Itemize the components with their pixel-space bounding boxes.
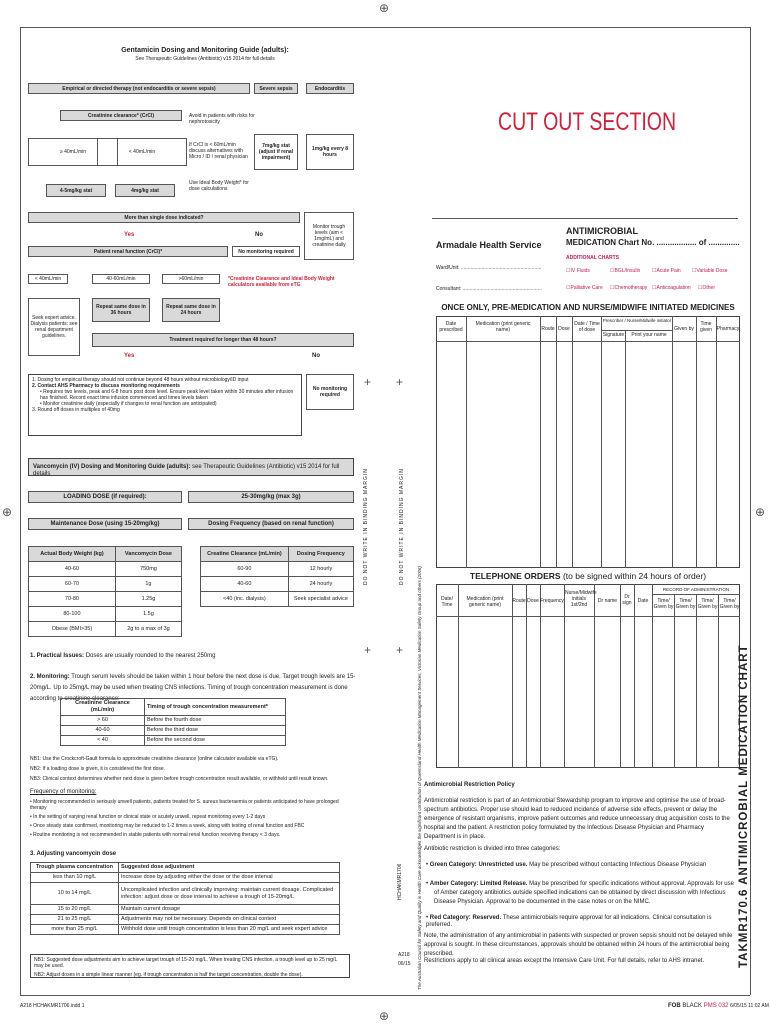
no-label-2: No — [312, 353, 320, 359]
adjustment-nb2: NB2: Adjust doses in a simple linear manner (eg. if trough concentration is half the target concentration, double the dose). — [34, 972, 303, 978]
binding-margin-warning-1: DO NOT WRITE IN BINDING MARGIN — [363, 468, 369, 585]
once-only-title: ONCE ONLY, PRE-MEDICATION AND NURSE/MIDWIFE INITIATED MEDICINES — [441, 303, 735, 312]
registration-mark-right: ⊕ — [755, 505, 766, 519]
once-only-table — [436, 316, 740, 568]
note-line: 3. Round off doses in multiples of 40mg — [32, 407, 120, 413]
crcl-lt40-box: < 40mL/min — [97, 138, 187, 166]
oo-col-medication: Medication (print generic name) — [475, 321, 531, 333]
bullet-item: • Monitoring recommended in seriously unwell patients, patients treated for S. aureus bacteraemia or patients anticipated to have prolonged therapy — [30, 799, 339, 811]
practical-issues: 1. Practical Issues: Doses are usually rounded to the nearest 250mg — [30, 653, 216, 659]
renal-lt40-box: < 40mL/min — [28, 274, 68, 284]
empirical-therapy-box: Empirical or directed therapy (not endocarditis or severe sepsis) — [28, 83, 250, 94]
tel-col-nurse-initials: Nurse/Midwife initials 1st/2nd — [565, 590, 597, 608]
tel-col-medication: Medication (print generic name) — [466, 596, 504, 608]
longer-48-box: Treatment required for longer than 48 hours? — [92, 333, 354, 347]
crcl-box: Creatinine clearance* (CrCl) — [60, 110, 182, 121]
note-line: 1. Dosing for empirical therapy should not continue beyond 48 hours without microbiology/ID input — [32, 377, 249, 383]
checkbox-icon: ☐ — [566, 285, 571, 291]
etg-calculator-note: *Creatinine Clearance and Ideal Body Weight calculators available from eTG — [228, 276, 335, 288]
monitor-trough-box: Monitor trough levels (aim < 1mg/mL) and creatinine daily — [304, 212, 354, 260]
oo-col-print-name: Print your name — [631, 332, 667, 338]
telephone-orders-table — [436, 584, 740, 768]
tel-col-date-time: Date/ Time — [441, 596, 453, 608]
tel-col-frequency: Frequency — [540, 598, 564, 604]
loading-dose-box: LOADING DOSE (if required): — [28, 491, 182, 503]
binding-margin-warning-2: DO NOT WRITE IN BINDING MARGIN — [399, 468, 405, 585]
chart-checkbox-chemotherapy[interactable]: ☐Chemotherapy — [610, 285, 648, 291]
chart-checkbox-palliative[interactable]: ☐Palliative Care — [566, 285, 603, 291]
renal-gt60-box: >60mL/min — [162, 274, 220, 284]
tel-col-route: Route — [512, 598, 526, 604]
renal-40-60-box: 40-60mL/min — [92, 274, 150, 284]
cut-out-section-title: CUT OUT SECTION — [498, 108, 677, 136]
oo-col-date: Date prescribed — [439, 321, 463, 333]
checkbox-icon: ☐ — [652, 268, 657, 274]
gentamicin-title: Gentamicin Dosing and Monitoring Guide (adults): — [121, 47, 289, 54]
oo-col-given-by: Given by — [674, 326, 694, 332]
dose-adjustment-table: Trough plasma concentration Suggested dose adjustment less than 10 mg/L Increase dose by adjusting either the dose or the dose interval 10 to 14 mg/L Uncomplicated infection and clinically improving: maintain current dosage. Complicated infection: adjust dose or dose interval to achieve a trough of 15-20mg/L 15 to 20 mg/L Maintain current dosage 21 to 25 mg/L Adjustments may not be necessary. Depends on clinical context more than 25 mg/L Withhold dose until trough concentration is less than 20 mg/L and seek expert advice — [30, 862, 340, 935]
oo-col-route: Route — [541, 326, 555, 332]
chart-checkbox-other[interactable]: ☐Other — [698, 285, 715, 291]
sepsis-note: Note, the administration of any antimicrobial in patients with suspected or proven sepsis should not be delayed while approval is sought. In these circumstances, approvals should be obtained within 24 hours of the antimicrobial being prescribed. — [424, 933, 733, 957]
repeat-24-box: Repeat same dose in 24 hours — [162, 298, 220, 322]
vanco-nb1: NB1: Use the Crockcroft-Gault formula to approximate creatinine clearance (online calculator available via eTG). — [30, 756, 279, 762]
no-monitoring-box-2: No monitoring required — [306, 374, 354, 410]
checkbox-icon: ☐ — [692, 268, 697, 274]
crop-mark: + — [364, 643, 372, 657]
frequency-of-monitoring: Frequency of monitoring: — [30, 789, 97, 795]
severe-sepsis-box: Severe sepsis — [254, 83, 298, 94]
chart-checkbox-anticoagulation[interactable]: ☐Anticoagulation — [652, 285, 691, 291]
oo-col-time-given: Time given — [700, 321, 712, 333]
tel-col-time-given-by: Time/ Given by — [719, 598, 740, 610]
loading-dose-value-box: 25-30mg/kg (max 3g) — [188, 491, 354, 503]
restrictions-note: Restrictions apply to all clinical areas except the Intensive Care Unit. For full details, refer to AHS intranet. — [424, 958, 705, 964]
vancomycin-title-bar: Vancomycin (IV) Dosing and Monitoring Guide (adults): see Therapeutic Guidelines (Antibiotic) v15 2014 for full details — [28, 458, 354, 476]
crop-mark: + — [364, 375, 372, 389]
checkbox-icon: ☐ — [610, 285, 615, 291]
more-than-single-box: More than single dose indicated? — [28, 212, 300, 223]
dosing-frequency-box: Dosing Frequency (based on renal function) — [188, 518, 354, 530]
chart-title-line-2: MEDICATION Chart No. .................. of .............. — [566, 238, 740, 247]
dose-4-box: 4mg/kg stat — [115, 184, 175, 197]
adjustment-notes-box — [30, 954, 350, 978]
yes-label: Yes — [124, 232, 135, 238]
telephone-orders-title: TELEPHONE ORDERS (to be signed within 24 hours of order) — [469, 571, 707, 581]
note-line: 2. Contact AHS Pharmacy to discuss monitoring requirements — [32, 383, 180, 389]
dosing-frequency-table: Creatine Clearance (mL/min) Dosing Frequency 60-90 12 hourly 40-60 24 hourly <40 (inc. dialysis) Seek specialist advice — [200, 546, 354, 607]
oo-col-signature: Signature — [602, 332, 625, 338]
adjustment-nb1: NB1: Suggested dose adjustments aim to achieve target trough of 15-20 mg/L. When treating CNS infection, a trough level up to 25 mg/L may be used. — [34, 957, 338, 969]
vanco-nb3: NB3: Clinical context determines whether next dose is given before trough concentration result available, or withheld until result known. — [30, 776, 329, 782]
repeat-36-box: Repeat same dose in 36 hours — [92, 298, 150, 322]
ward-unit-field[interactable]: Ward/Unit: .......................................................... — [436, 265, 542, 271]
side-chart-title: TAKMR170.6 ANTIMICROBIAL MEDICATION CHART — [738, 644, 750, 968]
acknowledgement-text: The Australian Council for Safety and Quality in Health Care acknowledges the significant contribution of Queensland Health Medication Management Services, Victorian Medication Safety Group and others (2006) — [417, 566, 422, 990]
bullet-item: • In the setting of varying renal function or clinical state or acutely unwell, repeat monitoring every 1-2 days — [30, 814, 266, 820]
trough-timing-table: Creatinine Clearance (mL/min) Timing of trough concentration measurement* > 60 Before the fourth dose 40-60 Before the third dose < 40 Before the second dose — [60, 698, 286, 746]
oo-col-date-time: Date / Time of dose — [574, 321, 600, 333]
gentamicin-subtitle: See Therapeutic Guidelines (Antibiotic) v15 2014 for full details — [135, 56, 275, 62]
crcl-note: If CrCl is < 60mL/min discuss alternatives with Micro / ID / renal physician — [189, 142, 248, 160]
no-label: No — [255, 232, 263, 238]
crcl-ge40-box: ≥ 40mL/min — [28, 138, 118, 166]
dose-4-5-box: 4-5mg/kg stat — [46, 184, 106, 197]
restriction-policy-text: Antimicrobial restriction is part of an Antimicrobial Stewardship program to improve and optimise the use of broad-spectrum antibiotics. Proper use should lead to reduced incidence of adverse side effects, prevent or delay the emergence of resistant organisms, improve patient outcomes and reduce unnecessary drug acquisition costs to the hospital and the patient. A restriction policy formulated by the Infectious Disease Physician and Pharmacy Department is in place. — [424, 798, 730, 840]
monitoring-text: 2. Monitoring: Trough serum levels should be taken within 1 hour before the next dose is due. Target trough levels are 15-20mg/L. Up to 25mg/L may be used when treating CNS infections. Timing of trough concentration measurement is done according to creatinine clearance: — [30, 674, 356, 702]
red-category: • Red Category: Reserved. These antimicrobials require approval for all indications. Clinical consultation is preferred. — [426, 915, 712, 928]
tel-col-dr-name: Dr name — [597, 598, 618, 604]
additional-charts-label: ADDITIONAL CHARTS — [566, 255, 619, 261]
no-monitoring-box: No monitoring required — [232, 246, 300, 257]
avoid-note: Avoid in patients with risks for nephrotoxicity — [189, 113, 255, 125]
tel-col-dose: Dose — [527, 598, 539, 604]
chart-title-line-1: ANTIMICROBIAL — [566, 226, 638, 236]
tel-col-date: Date — [637, 598, 649, 604]
endocarditis-box: Endocarditis — [306, 83, 354, 94]
monitoring-bullets — [30, 799, 356, 838]
chart-checkbox-iv-fluids[interactable]: ☐IV Fluids — [566, 268, 590, 274]
chart-checkbox-variable-dose[interactable]: ☐Variable Dose — [692, 268, 728, 274]
oo-col-prescriber: Prescriber / Nurse/Midwife initiator — [602, 318, 672, 323]
adjusting-dose-title: 3. Adjusting vancomycin dose — [30, 851, 117, 857]
checkbox-icon: ☐ — [652, 285, 657, 291]
consultant-field[interactable]: Consultant: ......................................................... — [436, 286, 542, 292]
ibw-note: Use Ideal Body Weight* for dose calculations — [189, 180, 249, 192]
gentamicin-notes-box — [28, 374, 302, 436]
seek-advice-box: Seek expert advice. Dialysis patients: see renal department guidelines. — [28, 298, 80, 356]
registration-mark-top: ⊕ — [379, 1, 390, 15]
note-line: • Monitor creatinine daily (especially if changes to renal function are anticipated) — [40, 401, 217, 407]
checkbox-icon: ☐ — [610, 268, 615, 274]
crop-mark: + — [396, 643, 404, 657]
bullet-item: • Routine monitoring is not recommended in stable patients with normal renal function receiving therapy < 3 days. — [30, 832, 281, 838]
sepsis-dose-box: 7mg/kg stat (adjust if renal impairment) — [254, 134, 298, 170]
tel-col-time-given-by: Time/ Given by — [697, 598, 718, 610]
footer-colours: FOB BLACK PMS 032 6/05/15 11:02 AM — [668, 1003, 769, 1009]
bullet-item: • Once steady state confirmed, monitoring may be reduced to 1-2 times a week, along with testing of renal function and FBC — [30, 823, 305, 829]
tel-col-record-admin: RECORD OF ADMINISTRATION — [662, 587, 730, 592]
maintenance-dose-box: Maintenance Dose (using 15-20mg/kg) — [28, 518, 182, 530]
renal-function-box: Patient renal function (CrCl)* — [28, 246, 228, 257]
green-category: • Green Category: Unrestricted use. May be prescribed without contacting Infectious Disease Physician — [426, 862, 707, 868]
checkbox-icon: ☐ — [566, 268, 571, 274]
oo-col-dose: Dose — [558, 326, 570, 332]
yes-label-2: Yes — [124, 353, 135, 359]
chart-checkbox-bgl[interactable]: ☐BGL/Insulin — [610, 268, 641, 274]
form-a218: A218 — [398, 952, 410, 958]
footer-file-name: A218 HCHAKMR1706.indd 1 — [20, 1003, 85, 1009]
registration-mark-left: ⊕ — [2, 505, 13, 519]
registration-mark-bottom: ⊕ — [379, 1009, 390, 1023]
restriction-policy-title: Antimicrobial Restriction Policy — [424, 782, 515, 788]
chart-checkbox-acute-pain[interactable]: ☐Acute Pain — [652, 268, 681, 274]
restriction-categories: Antibiotic restriction is divided into three categories: — [424, 846, 561, 852]
form-code: HCHAKMR1706 — [397, 863, 403, 900]
maintenance-dose-table: Actual Body Weight (kg) Vancomycin Dose 40-60 750mg 60-70 1g 70-80 1.25g 80-100 1.5g Obese (BMI>35) 2g to a max of 3g — [28, 546, 182, 637]
endocarditis-dose-box: 1mg/kg every 8 hours — [306, 134, 354, 170]
tel-col-time-given-by: Time/ Given by — [675, 598, 696, 610]
hospital-name: Armadale Health Service — [436, 240, 542, 250]
vanco-nb2: NB2: If a loading dose is given, it is considered the first dose. — [30, 766, 166, 772]
note-line: • Requires two levels, peak and 6-8 hours post dose level. Ensure peak level taken within 30 minutes after infusion has finished. Record exact time infusion commenced and times levels taken — [40, 389, 294, 401]
amber-category: • Amber Category: Limited Release. May be prescribed for specific indications without approval. Approvals for use of Amber category antibiotics outside specified indications can be obtained by direct discussion with Infectious Disease Physician. Approval to be documented in the case notes or on the NIMC. — [426, 881, 734, 905]
crop-mark: + — [396, 375, 404, 389]
oo-col-pharmacy: Pharmacy — [716, 326, 740, 332]
checkbox-icon: ☐ — [698, 285, 703, 291]
form-date-code: 06/15 — [398, 961, 411, 967]
tel-col-dr-sign: Dr sign — [622, 594, 632, 606]
tel-col-time-given-by: Time/ Given by — [653, 598, 674, 610]
